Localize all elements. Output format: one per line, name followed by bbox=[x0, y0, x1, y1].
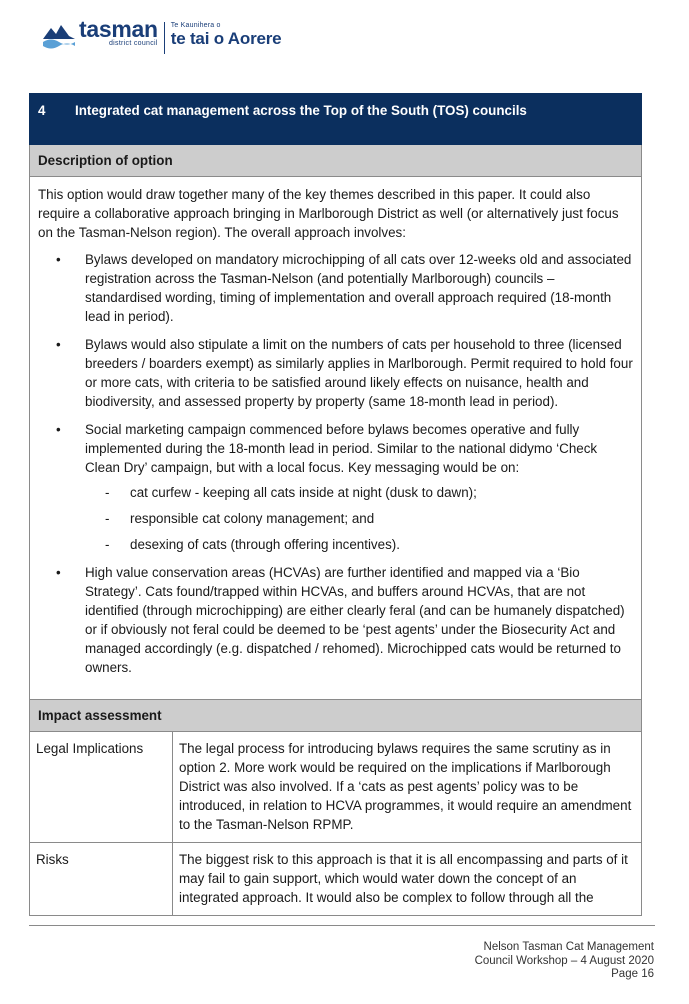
logo-maori bbox=[171, 22, 282, 47]
bullet-list bbox=[38, 250, 633, 677]
bullet-text: Social marketing campaign commenced before bylaws becomes operative and fully implemented during the 18-month lead in period. Similar to the national didymo ‘Check Clean Dry’ campaign, but with a local focus. Key messaging would be on: bbox=[85, 422, 598, 475]
bullet-item bbox=[38, 563, 633, 677]
mountain-wave-logo-icon bbox=[42, 22, 76, 50]
footer-meeting: Council Workshop – 4 August 2020 bbox=[474, 954, 654, 967]
bullet-dot-icon: • bbox=[56, 252, 61, 267]
bullet-item bbox=[38, 420, 633, 554]
impact-label: Risks bbox=[30, 843, 173, 916]
logo-maori-main: te tai o Aorere bbox=[170, 29, 282, 48]
impact-text: The legal process for introducing bylaws requires the same scrutiny as in option 2. More work would be required on the implications if Marlborough District was also involved. If a ‘cats as pest agents’ policy was to be introduced, in relation to HCVA programmes, it would require an amendment to the Tasman-Nelson RPMP. bbox=[173, 732, 642, 843]
section-number: 4 bbox=[38, 103, 46, 118]
description-cell bbox=[30, 177, 642, 700]
bullet-text: High value conservation areas (HCVAs) are further identified and mapped via a ‘Bio Strategy’. Cats found/trapped within HCVAs, and buffers around HCVAs, that are not identified (through microchipping) are either clearly feral (and can be humanely dispatched) or if obviously not feral could be deemed to be ‘pest agents’ under the Biosecurity Act and managed accordingly (e.g. dispatched / rehomed). Microchipped cats would be returned to owners. bbox=[85, 565, 625, 675]
description-row bbox=[30, 177, 642, 700]
logo-subtitle: district council bbox=[108, 40, 158, 47]
section-title-cell bbox=[30, 94, 642, 145]
impact-row-legal bbox=[30, 732, 642, 843]
council-logo bbox=[42, 18, 281, 58]
description-intro: This option would draw together many of the key themes described in this paper. It could also require a collaborative approach bringing in Marlborough District as well (or alternatively just focus on the Tasman-Nelson region). The overall approach involves: bbox=[38, 187, 619, 240]
bullet-item bbox=[38, 250, 633, 326]
dash-icon: - bbox=[105, 511, 110, 526]
sub-list-item bbox=[38, 509, 633, 528]
sub-list-text: cat curfew - keeping all cats inside at night (dusk to dawn); bbox=[130, 485, 477, 500]
bullet-dot-icon: • bbox=[56, 565, 61, 580]
option-table bbox=[29, 93, 642, 916]
bullet-text: Bylaws would also stipulate a limit on the numbers of cats per household to three (licensed breeders / boarders exempt) as similarly applies in Marlborough. Permit required to hold four or more cats, with criteria to be satisfied around likely effects on nuisance, health and biodiversity, and assessed property by property (same 18-month lead in period). bbox=[85, 337, 633, 409]
dash-icon: - bbox=[105, 537, 110, 552]
impact-text: The biggest risk to this approach is that it is all encompassing and parts of it may fail to gain support, which would water down the concept of an integrated approach. It would also be complex to follow through all the bbox=[173, 843, 642, 916]
impact-row-risks bbox=[30, 843, 642, 916]
section-title-row bbox=[30, 94, 642, 145]
bullet-text: Bylaws developed on mandatory microchipping of all cats over 12-weeks old and associated registration across the Tasman-Nelson (and potentially Marlborough) councils – standardised wording, timing of implementation and overall approach required (18-month lead in period). bbox=[85, 252, 632, 324]
footer-rule bbox=[29, 925, 655, 926]
footer-page-number: Page 16 bbox=[611, 968, 654, 980]
impact-heading: Impact assessment bbox=[30, 700, 642, 732]
sub-list-item bbox=[38, 483, 633, 502]
sub-list-item bbox=[38, 535, 633, 554]
logo-wordmark bbox=[79, 18, 158, 47]
section-title: Integrated cat management across the Top of the South (TOS) councils bbox=[75, 103, 527, 118]
impact-label: Legal Implications bbox=[30, 732, 173, 843]
sub-list-text: desexing of cats (through offering incentives). bbox=[130, 537, 400, 552]
description-heading: Description of option bbox=[30, 145, 642, 177]
impact-heading-row bbox=[30, 700, 642, 732]
sub-list bbox=[85, 483, 633, 554]
page-footer bbox=[475, 941, 654, 982]
sub-list-text: responsible cat colony management; and bbox=[130, 511, 375, 526]
logo-maori-small: Te Kaunihera o bbox=[170, 22, 221, 29]
footer-document-title: Nelson Tasman Cat Management bbox=[483, 941, 654, 953]
dash-icon: - bbox=[105, 485, 110, 500]
bullet-dot-icon: • bbox=[56, 337, 61, 352]
bullet-item bbox=[38, 335, 633, 411]
description-heading-row bbox=[30, 145, 642, 177]
bullet-dot-icon: • bbox=[56, 422, 61, 437]
logo-name: tasman bbox=[79, 16, 158, 42]
logo-divider bbox=[164, 22, 165, 54]
